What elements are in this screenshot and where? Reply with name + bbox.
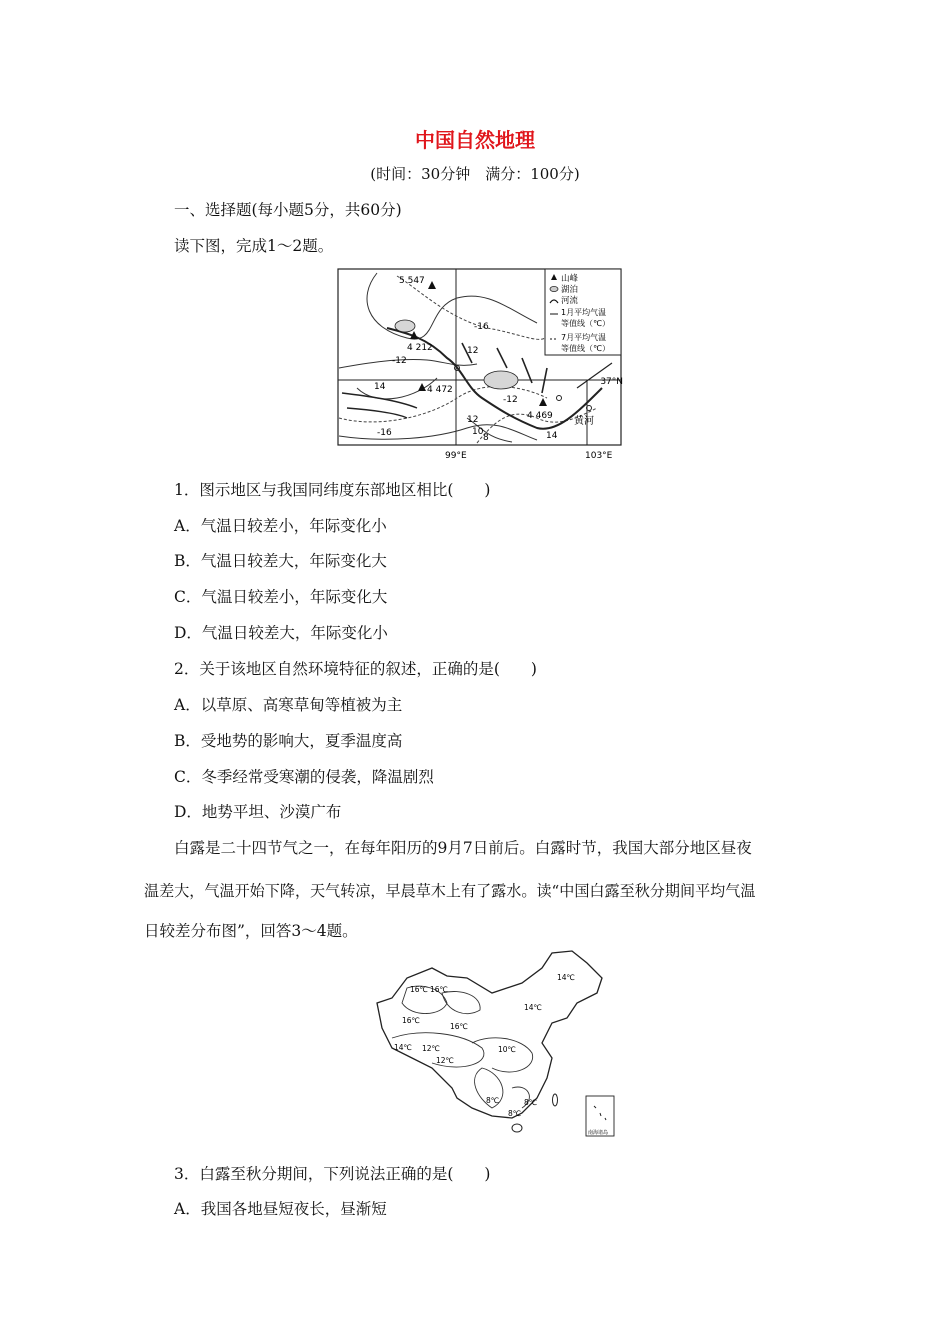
temp-label: 8℃: [486, 1096, 500, 1105]
question-1-option-c[interactable]: C．气温日较差小，年际变化大: [174, 588, 388, 606]
passage-line-1: 白露是二十四节气之一，在每年阳历的9月7日前后。白露时节，我国大部分地区昼夜: [174, 839, 752, 857]
inset-label: 南海诸岛: [588, 1130, 609, 1136]
temp-label: 14℃: [394, 1043, 412, 1052]
isotherm-label: 12: [467, 346, 479, 356]
isotherm-label: 14: [546, 431, 558, 441]
legend-jan-isotherm: 1月平均气温: [561, 308, 607, 317]
question-1-stem: 1．图示地区与我国同纬度东部地区相比( ): [174, 481, 491, 499]
river-label: 黄河: [574, 416, 594, 427]
longitude-label: 99°E: [445, 451, 467, 461]
topographic-map: [337, 268, 623, 462]
temp-label: 10℃: [498, 1045, 516, 1054]
legend-jan-isotherm-unit: 等值线（℃）: [561, 319, 610, 328]
question-3-stem: 3．白露至秋分期间，下列说法正确的是( ): [174, 1165, 491, 1183]
isotherm-label: 12: [467, 415, 479, 425]
temp-label: 8℃: [508, 1109, 522, 1118]
isotherm-label: 8: [483, 433, 489, 443]
isotherm-label: -16: [474, 322, 489, 332]
china-diurnal-range-map: [372, 948, 617, 1144]
question-2-option-c[interactable]: C．冬季经常受寒潮的侵袭，降温剧烈: [174, 768, 434, 786]
temp-label: 16℃: [430, 985, 448, 994]
isotherm-label: -12: [503, 395, 518, 405]
temp-label: 8℃: [524, 1098, 538, 1107]
legend-jul-isotherm-unit: 等值线（℃）: [561, 344, 610, 353]
isotherm-label: -12: [392, 356, 407, 366]
temp-label: 16℃: [410, 985, 428, 994]
legend-jul-isotherm: 7月平均气温: [561, 333, 607, 342]
question-1-option-b[interactable]: B．气温日较差大，年际变化大: [174, 552, 387, 570]
isotherm-label: 10: [472, 427, 484, 437]
temp-label: 16℃: [450, 1022, 468, 1031]
question-2-stem: 2．关于该地区自然环境特征的叙述，正确的是( ): [174, 660, 537, 678]
question-2-option-d[interactable]: D．地势平坦、沙漠广布: [174, 803, 342, 821]
temp-label: 12℃: [422, 1044, 440, 1053]
question-2-option-a[interactable]: A．以草原、高寒草甸等植被为主: [174, 696, 403, 714]
passage-line-2: 温差大，气温开始下降，天气转凉，早晨草木上有了露水。读“中国白露至秋分期间平均气温: [144, 882, 756, 900]
peak-label: 5 547: [399, 276, 425, 286]
temp-label: 14℃: [524, 1003, 542, 1012]
peak-label: 4 212: [407, 343, 433, 353]
isotherm-label: -16: [377, 428, 392, 438]
temp-label: 12℃: [436, 1056, 454, 1065]
exam-info: (时间：30分钟 满分：100分): [370, 165, 580, 183]
page-title: 中国自然地理: [415, 128, 535, 152]
legend-river: 河流: [561, 296, 579, 306]
passage-line-3: 日较差分布图”，回答3～4题。: [144, 922, 358, 940]
peak-label: 4 469: [527, 411, 553, 421]
intro-text: 读下图，完成1～2题。: [174, 237, 334, 255]
longitude-label: 103°E: [585, 451, 613, 461]
question-1-option-a[interactable]: A．气温日较差小，年际变化小: [174, 517, 387, 535]
question-2-option-b[interactable]: B．受地势的影响大，夏季温度高: [174, 732, 403, 750]
legend-peak: 山峰: [561, 274, 579, 284]
section-heading: 一、选择题(每小题5分，共60分): [174, 201, 402, 219]
peak-label: 4 472: [427, 385, 453, 395]
question-1-option-d[interactable]: D．气温日较差大，年际变化小: [174, 624, 388, 642]
temp-label: 14℃: [557, 973, 575, 982]
question-3-option-a[interactable]: A．我国各地昼短夜长，昼渐短: [174, 1200, 387, 1218]
temp-label: 16℃: [402, 1016, 420, 1025]
legend-lake: 湖泊: [561, 285, 579, 295]
isotherm-label: 14: [374, 382, 386, 392]
latitude-label: 37°N: [600, 377, 623, 387]
